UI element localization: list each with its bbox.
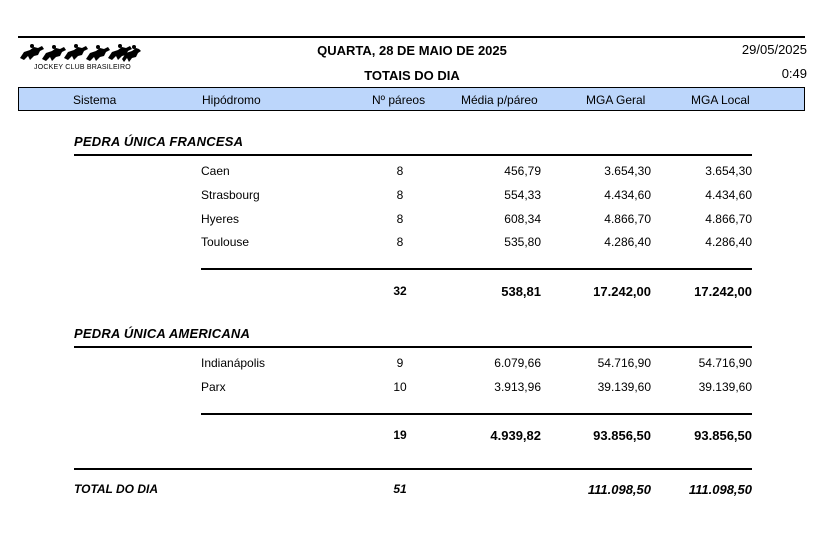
total-rule: [74, 468, 752, 470]
cell-media: 608,34: [504, 212, 541, 226]
cell-mga-local: 3.654,30: [705, 164, 752, 178]
total-mga-geral: 111.098,50: [587, 482, 651, 497]
col-hipodromo: Hipódromo: [202, 93, 261, 107]
col-sistema: Sistema: [73, 93, 117, 107]
print-date: 29/05/2025: [741, 42, 807, 57]
section-title: PEDRA ÚNICA FRANCESA: [74, 134, 244, 149]
cell-pareos: 9: [396, 356, 404, 370]
logo-text: JOCKEY CLUB BRASILEIRO: [34, 64, 131, 71]
subtotal-pareos: 32: [393, 284, 407, 298]
subtotal-mga-local: 17.242,00: [694, 284, 752, 299]
racing-horses-icon: [18, 42, 142, 64]
cell-hipodromo: Toulouse: [201, 235, 250, 249]
report-subtitle: TOTAIS DO DIA: [364, 68, 460, 83]
col-media: Média p/páreo: [461, 93, 538, 107]
subtotal-mga-geral: 17.242,00: [593, 284, 651, 299]
subtotal-pareos: 19: [393, 428, 407, 442]
cell-mga-local: 39.139,60: [698, 380, 752, 394]
cell-media: 6.079,66: [494, 356, 541, 370]
cell-mga-local: 54.716,90: [698, 356, 752, 370]
subtotal-media: 4.939,82: [490, 428, 541, 443]
col-mga-local: MGA Local: [691, 93, 750, 107]
cell-pareos: 8: [396, 235, 404, 249]
cell-mga-geral: 39.139,60: [597, 380, 651, 394]
cell-hipodromo: Caen: [201, 164, 230, 178]
cell-mga-geral: 4.866,70: [604, 212, 651, 226]
section-title: PEDRA ÚNICA AMERICANA: [74, 326, 251, 341]
cell-hipodromo: Strasbourg: [201, 188, 260, 202]
cell-pareos: 10: [393, 380, 407, 394]
col-mga-geral: MGA Geral: [586, 93, 646, 107]
col-pareos: Nº páreos: [372, 93, 426, 107]
subtotal-media: 538,81: [501, 284, 541, 299]
subtotal-rule: [201, 413, 752, 415]
cell-mga-geral: 3.654,30: [604, 164, 651, 178]
cell-media: 456,79: [504, 164, 541, 178]
cell-media: 554,33: [504, 188, 541, 202]
cell-media: 535,80: [504, 235, 541, 249]
total-label: TOTAL DO DIA: [74, 482, 158, 496]
total-mga-local: 111.098,50: [688, 482, 752, 497]
subtotal-mga-local: 93.856,50: [694, 428, 752, 443]
cell-mga-local: 4.866,70: [705, 212, 752, 226]
subtotal-rule: [201, 268, 752, 270]
section-rule: [74, 346, 752, 348]
cell-media: 3.913,96: [494, 380, 541, 394]
print-time: 0:49: [781, 66, 807, 81]
cell-mga-geral: 4.434,60: [604, 188, 651, 202]
subtotal-mga-geral: 93.856,50: [593, 428, 651, 443]
top-rule: [18, 36, 805, 38]
cell-hipodromo: Hyeres: [201, 212, 240, 226]
cell-mga-local: 4.434,60: [705, 188, 752, 202]
section-rule: [74, 154, 752, 156]
jockey-club-logo: [18, 42, 142, 74]
cell-hipodromo: Parx: [201, 380, 226, 394]
cell-hipodromo: Indianápolis: [201, 356, 266, 370]
cell-pareos: 8: [396, 164, 404, 178]
column-header-bar: [18, 87, 805, 111]
total-pareos: 51: [393, 482, 407, 496]
report-date-title: QUARTA, 28 DE MAIO DE 2025: [317, 43, 507, 58]
cell-mga-local: 4.286,40: [705, 235, 752, 249]
cell-mga-geral: 54.716,90: [597, 356, 651, 370]
cell-pareos: 8: [396, 188, 404, 202]
cell-mga-geral: 4.286,40: [604, 235, 651, 249]
cell-pareos: 8: [396, 212, 404, 226]
